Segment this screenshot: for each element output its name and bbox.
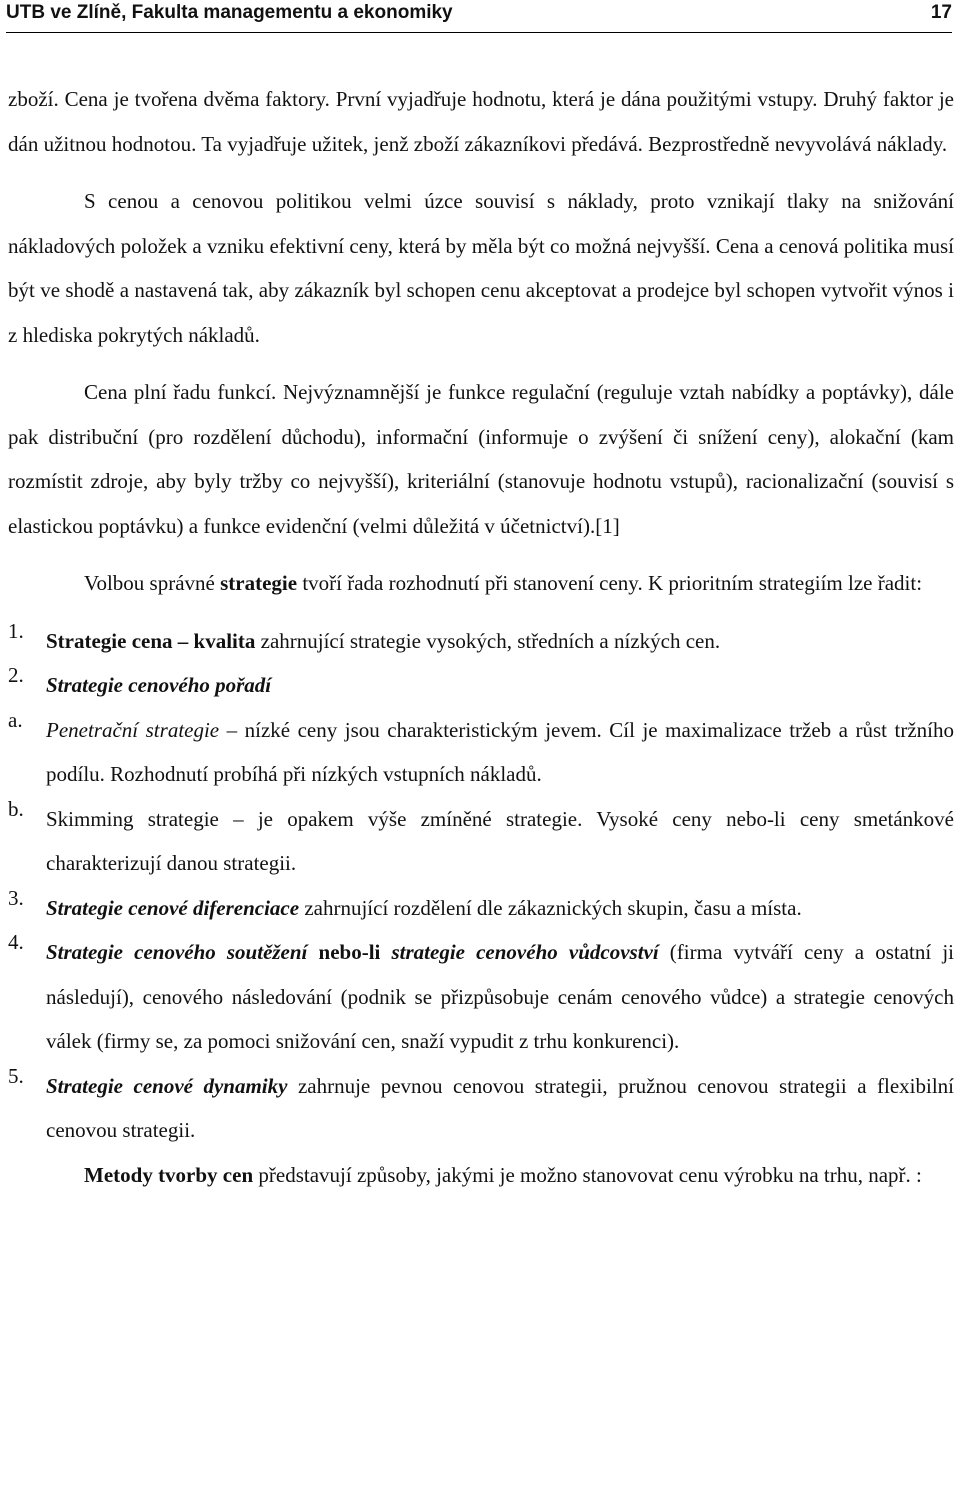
list-item-1: 1. Strategie cena – kvalita zahrnující strategie vysokých, středních a nízkých cen.	[8, 618, 721, 653]
list-item-2: 2. Strategie cenového pořadí	[8, 663, 272, 697]
paragraph-2: S cenou a cenovou politikou velmi úzce souvisí s náklady, proto vznikají tlaky na snižování nákladových položek a vzniku efektivní ceny, která by měla být co možná nejvyšší. Cena a cenová politika musí být ve shodě a nastavená tak, aby zákazník byl schopen cenu akceptovat a prodejce byl schopen vytvořit výnos i z hlediska pokrytých nákladů.	[8, 189, 954, 347]
list-item-b: b. Skimming strategie – je opakem výše zmíněné strategie. Vysoké ceny nebo-li ceny smetánkové charakterizují danou strategii.	[8, 796, 954, 875]
list-item-3: 3. Strategie cenové diferenciace zahrnující rozdělení dle zákaznických skupin, času a místa.	[8, 885, 802, 920]
body-text	[8, 77, 954, 1197]
strategy-term: strategie	[220, 571, 298, 595]
paragraph-3: Cena plní řadu funkcí. Nejvýznamnější je funkce regulační (reguluje vztah nabídky a poptávky), dále pak distribuční (pro rozdělení důchodu), informační (informuje o zvýšení či snížení ceny), alokační (kam rozmístit zdroje, aby byly tržby co nejvyšší), kriteriální (stanovuje hodnotu vstupů), racionalizační (souvisí s elastickou poptávku) a funkce evidenční (velmi důležitá v účetnictví).[1]	[8, 380, 954, 538]
list-item-5: 5. Strategie cenové dynamiky zahrnuje pevnou cenovou strategii, pružnou cenovou strategii a flexibilní cenovou strategii.	[8, 1063, 954, 1142]
header-title: UTB ve Zlíně, Fakulta managementu a ekonomiky	[6, 2, 453, 23]
page-header	[6, 0, 952, 33]
list-item-a: a. Penetrační strategie – nízké ceny jsou charakteristickým jevem. Cíl je maximalizace tržeb a růst tržního podílu. Rozhodnutí probíhá při nízkých vstupních nákladů.	[8, 707, 954, 786]
paragraph-5: Metody tvorby cen představují způsoby, jakými je možno stanovovat cenu výrobku na trhu, např. :	[84, 1162, 922, 1187]
paragraph-1: zboží. Cena je tvořena dvěma faktory. První vyjadřuje hodnotu, která je dána použitými vstupy. Druhý faktor je dán užitnou hodnotou. Ta vyjadřuje užitek, jenž zboží zákazníkovi předává. Bezprostředně nevyvolává náklady.	[8, 87, 954, 156]
paragraph-4: Volbou správné strategie tvoří řada rozhodnutí při stanovení ceny. K prioritním strategiím lze řadit:	[84, 571, 923, 595]
page-number: 17	[930, 2, 952, 23]
list-item-4: 4. Strategie cenového soutěžení nebo-li strategie cenového vůdcovství (firma vytváří ceny a ostatní ji následují), cenového následování (podnik se přizpůsobuje cenám cenového vůdce) a strategie cenových válek (firmy se, za pomoci snižování cen, snaží vypudit z trhu konkurenci).	[8, 930, 955, 1053]
